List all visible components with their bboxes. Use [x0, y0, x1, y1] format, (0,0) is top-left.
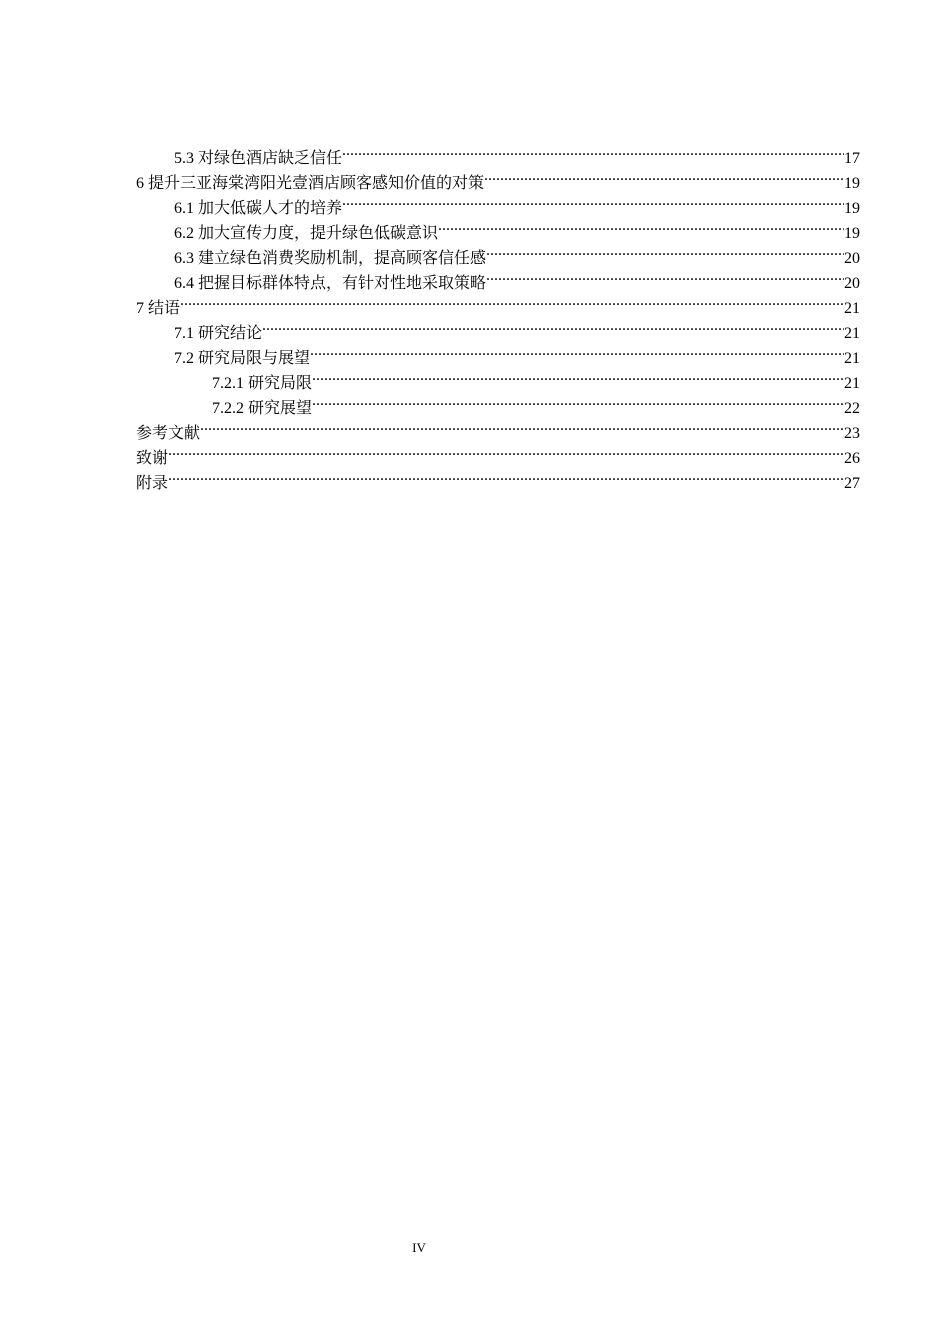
toc-entry[interactable]: [136, 438, 860, 467]
toc-dot-leader: [484, 163, 844, 188]
toc-entry-title: 6.2 加大宣传力度，提升绿色低碳意识: [174, 225, 439, 242]
toc-entry-title: 6.1 加大低碳人才的培养: [174, 200, 343, 217]
page-number: IV: [412, 1240, 426, 1255]
toc-entry[interactable]: [136, 313, 860, 342]
toc-entry-title: 附录: [136, 475, 169, 492]
toc-entry-title: 7 结语: [136, 300, 181, 317]
toc-dot-leader: [200, 413, 844, 438]
toc-entry-page: 26: [844, 450, 860, 467]
toc-entry-page: 23: [844, 425, 860, 442]
toc-dot-leader: [168, 438, 844, 463]
toc-entry-title: 7.2.1 研究局限: [212, 375, 313, 392]
toc-entry-page: 21: [844, 300, 860, 317]
toc-entry-page: 21: [844, 350, 860, 367]
toc-dot-leader: [168, 463, 844, 488]
toc-dot-leader: [312, 363, 844, 388]
toc-entry-page: 19: [844, 175, 860, 192]
toc-dot-leader: [486, 263, 844, 288]
toc-dot-leader: [342, 138, 844, 163]
toc-entry-page: 20: [844, 250, 860, 267]
toc-entry-page: 21: [844, 325, 860, 342]
toc-entry-title: 6 提升三亚海棠湾阳光壹酒店顾客感知价值的对策: [136, 175, 485, 192]
toc-entry-title: 7.2 研究局限与展望: [174, 350, 311, 367]
toc-dot-leader: [310, 338, 844, 363]
toc-entry-page: 17: [844, 150, 860, 167]
toc-entry-page: 20: [844, 275, 860, 292]
toc-entry-title: 6.3 建立绿色消费奖励机制，提高顾客信任感: [174, 250, 487, 267]
toc-entry[interactable]: [136, 413, 860, 442]
toc-entry-page: 21: [844, 375, 860, 392]
toc-dot-leader: [262, 313, 844, 338]
toc-entry[interactable]: [136, 288, 860, 317]
toc-entry-title: 致谢: [136, 450, 169, 467]
toc-dot-leader: [180, 288, 844, 313]
toc-entry-title: 7.2.2 研究展望: [212, 400, 313, 417]
toc-dot-leader: [486, 238, 844, 263]
toc-entry[interactable]: [136, 138, 860, 167]
toc-entry-page: 27: [844, 475, 860, 492]
toc-dot-leader: [438, 213, 844, 238]
toc-entry[interactable]: [136, 463, 860, 492]
toc-entry-page: 19: [844, 200, 860, 217]
toc-dot-leader: [342, 188, 844, 213]
toc-entry-title: 6.4 把握目标群体特点，有针对性地采取策略: [174, 275, 487, 292]
toc-dot-leader: [312, 388, 844, 413]
toc-entry-title: 5.3 对绿色酒店缺乏信任: [174, 150, 343, 167]
toc-entry-page: 19: [844, 225, 860, 242]
toc-entry-title: 参考文献: [136, 425, 201, 442]
toc-entry-page: 22: [844, 400, 860, 417]
table-of-contents: [136, 138, 860, 492]
toc-entry-title: 7.1 研究结论: [174, 325, 263, 342]
